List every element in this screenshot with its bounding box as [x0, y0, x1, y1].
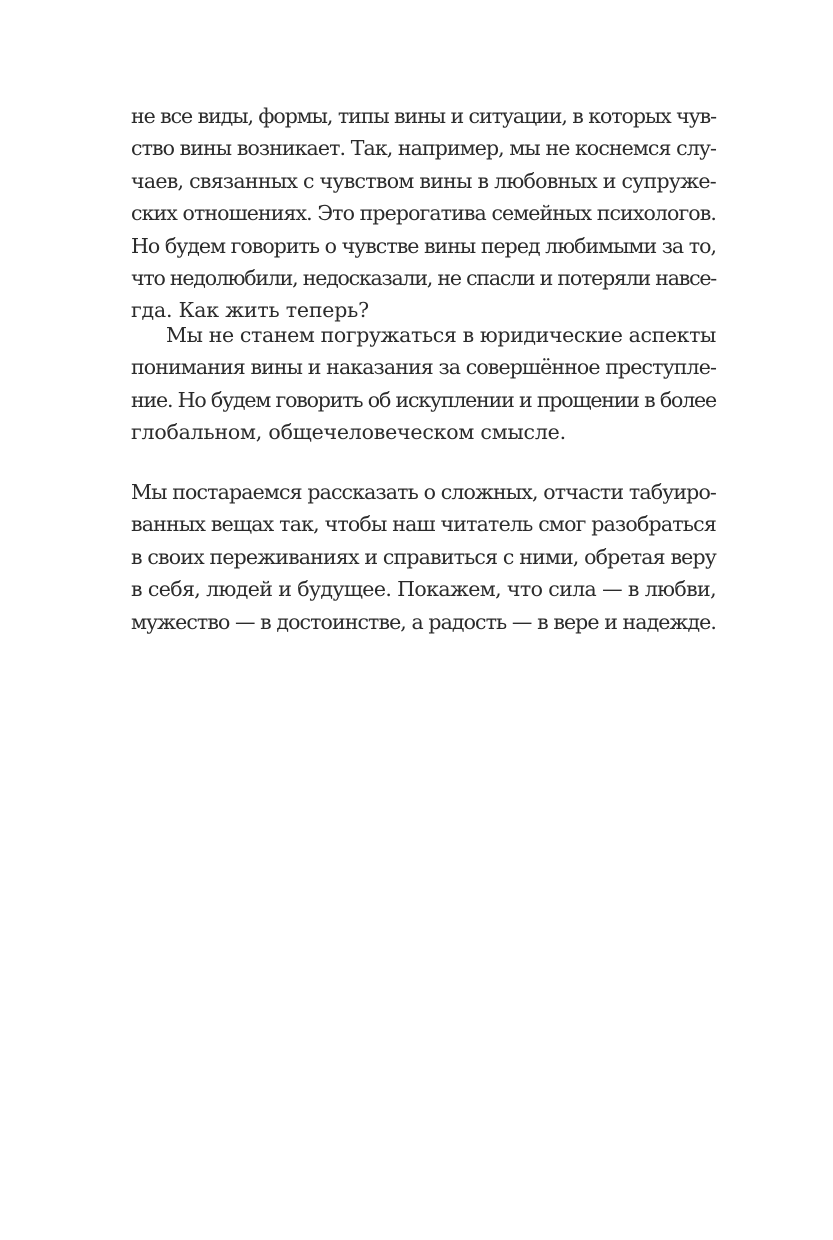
paragraph-book-goal [131, 476, 716, 638]
text-line: что недолюбили, недосказали, не спасли и потеряли навсе- [131, 265, 716, 290]
text-line: в своих переживаниях и справиться с ними, обретая веру [131, 544, 716, 569]
text-line: ние. Но будем говорить об искуплении и прощении в более [131, 387, 716, 412]
text-line: понимания вины и наказания за совершённое преступле- [131, 355, 716, 380]
text-line: не все виды, формы, типы вины и ситуации, в которых чув- [131, 104, 716, 128]
text-line: Но будем говорить о чувстве вины перед любимыми за то, [131, 233, 716, 258]
text-line: мужество — в достоинстве, а радость — в вере и надежде. [131, 609, 716, 634]
text-line: в себя, людей и будущее. Покажем, что сила — в любви, [131, 577, 716, 602]
text-line: ских отношениях. Это прерогатива семейных психологов. [131, 201, 716, 226]
text-line: глобальном, общечеловеческом смысле. [131, 420, 566, 445]
text-line: Мы не станем погружаться в юридические аспекты [166, 323, 716, 347]
text-line: ванных вещах так, чтобы наш читатель смог разобраться [131, 512, 716, 537]
text-line: ство вины возникает. Так, например, мы не коснемся слу- [131, 136, 716, 161]
text-line: чаев, связанных с чувством вины в любовных и супруже- [131, 168, 716, 193]
paragraph-guilt-types [131, 100, 716, 327]
text-line: Мы постараемся рассказать о сложных, отчасти табуиро- [131, 480, 716, 504]
text-line: гда. Как жить теперь? [131, 298, 369, 323]
paragraph-legal-aspects [131, 319, 716, 449]
